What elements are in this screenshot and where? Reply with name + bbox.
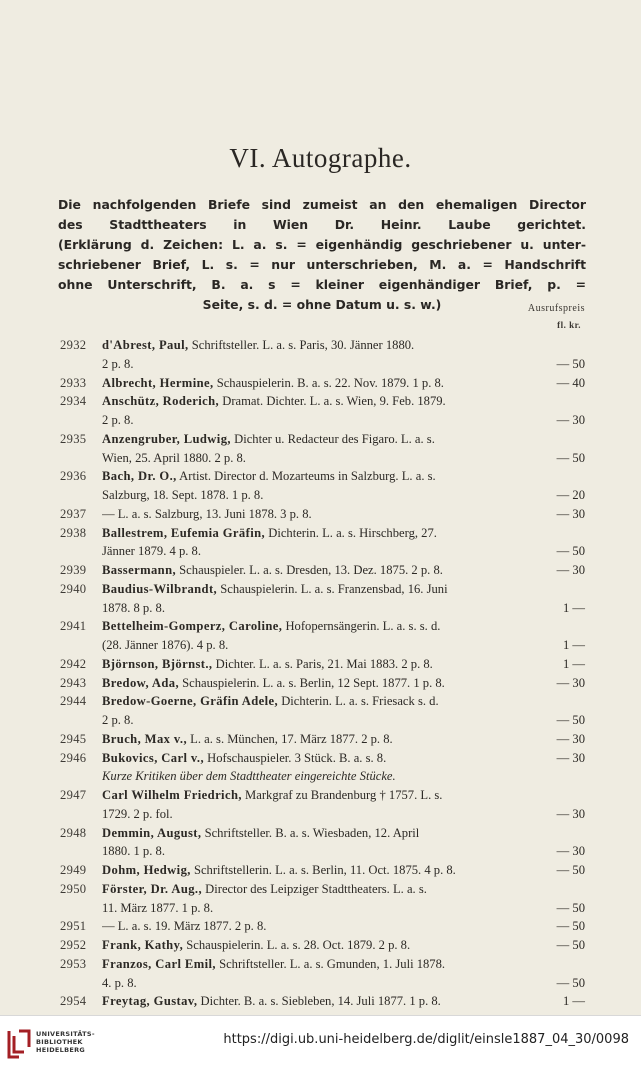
entry-name: Franzos, Carl Emil, (102, 956, 216, 971)
price-column-units: fl. kr. (557, 320, 581, 330)
entry-text (102, 974, 585, 993)
entry-text (102, 955, 585, 974)
entry-name: Bassermann, (102, 563, 177, 577)
entry-row (58, 655, 585, 674)
entry-number: 2937 (60, 506, 87, 521)
entry-text (102, 992, 585, 1011)
intro-line: schriebener Brief, L. s. = nur unterschrieben, M. a. = Handschrift (58, 257, 586, 272)
entry-row (58, 861, 585, 880)
entry-price: — 50 (553, 899, 585, 918)
entry-text (102, 655, 585, 674)
entry-name: Anzengruber, Ludwig, (102, 431, 231, 446)
entry-price: — 50 (553, 936, 585, 955)
entry-price: — 50 (553, 917, 585, 936)
entry-number: 2946 (60, 750, 87, 765)
entry-name: Baudius-Wilbrandt, (102, 581, 218, 596)
entry-number: 2935 (60, 431, 87, 446)
entry-number: 2949 (60, 863, 87, 877)
entry-row (58, 692, 585, 711)
entry-price: — 30 (553, 505, 585, 524)
logo-line: BIBLIOTHEK (36, 1038, 83, 1046)
intro-line: des Stadttheaters in Wien Dr. Heinr. Laube gerichtet. (58, 217, 586, 232)
intro-line: Seite, s. d. = ohne Datum u. s. w.) (202, 297, 442, 312)
entry-text (102, 711, 585, 730)
entry-description: Salzburg, 18. Sept. 1878. 1 p. 8. (102, 488, 264, 502)
entry-name: Bukovics, Carl v., (102, 750, 205, 765)
entry-text (102, 767, 585, 786)
entry-description: Dichterin. L. a. s. Hirschberg, 27. (265, 525, 437, 540)
entry-price: — 30 (553, 842, 585, 861)
entry-continuation-row (58, 599, 585, 618)
entry-description: Schauspielerin. B. a. s. 22. Nov. 1879. 1 p. 8. (213, 375, 444, 390)
entry-text (102, 824, 585, 843)
entry-text (102, 692, 585, 711)
entry-price: — 50 (553, 861, 585, 880)
entry-row (58, 524, 585, 543)
entry-description: (28. Jänner 1876). 4 p. 8. (102, 638, 229, 652)
entry-number: 2932 (60, 338, 87, 352)
entry-description: Schauspielerin. L. a. s. Franzensbad, 16. Juni (217, 581, 448, 596)
entry-text (102, 917, 585, 936)
entry-description: 1878. 8 p. 8. (102, 600, 165, 615)
library-logo-icon (6, 1027, 32, 1061)
entry-row (58, 617, 585, 636)
entry-number: 2947 (60, 788, 87, 802)
entry-continuation-row (58, 711, 585, 730)
entry-row (58, 880, 585, 899)
entry-description: Schauspielerin. L. a. s. Berlin, 12 Sept. 1877. 1 p. 8. (179, 675, 445, 690)
entry-name: Freytag, Gustav, (102, 994, 198, 1009)
entry-text (102, 899, 585, 918)
entry-number: 2954 (60, 994, 87, 1009)
entry-price: 1 — (559, 599, 585, 618)
entry-text (102, 636, 585, 655)
entry-row (58, 824, 585, 843)
page-title: VI. Autographe. (229, 143, 412, 173)
entry-text (102, 561, 585, 580)
entry-name: Dohm, Hedwig, (102, 863, 191, 877)
entry-text (102, 486, 585, 505)
viewer-footer (0, 1015, 641, 1068)
entry-row (58, 992, 585, 1011)
entry-description: 1880. 1 p. 8. (102, 844, 165, 859)
entry-text (102, 524, 585, 543)
entry-name: Bach, Dr. O., (102, 469, 177, 484)
entry-continuation-row (58, 974, 585, 993)
entry-text (102, 842, 585, 861)
entry-price: — 30 (553, 749, 585, 768)
entry-price: — 30 (553, 730, 585, 749)
entry-text (102, 430, 585, 449)
entry-description: Hofschauspieler. 3 Stück. B. a. s. 8. (204, 750, 387, 765)
entry-continuation-row (58, 805, 585, 824)
entry-price: — 50 (553, 711, 585, 730)
entry-price: 1 — (559, 992, 585, 1011)
entry-row (58, 580, 585, 599)
entry-text (102, 336, 585, 355)
entry-name: Bettelheim-Gomperz, Caroline, (102, 619, 283, 634)
entry-row (58, 392, 585, 411)
entry-number: 2940 (60, 581, 87, 596)
entry-description: Hofopernsängerin. L. a. s. s. d. (282, 619, 441, 634)
entry-price: — 50 (553, 542, 585, 561)
entry-number: 2950 (60, 881, 87, 896)
entry-text (102, 355, 585, 374)
entry-price: — 50 (553, 355, 585, 374)
entry-text (102, 411, 585, 430)
entry-price: 1 — (559, 655, 585, 674)
entry-description: 4. p. 8. (102, 975, 137, 990)
entry-name: Albrecht, Hermine, (102, 375, 214, 390)
entry-row (58, 786, 585, 805)
entry-continuation-row (58, 899, 585, 918)
entry-description: Artist. Director d. Mozarteums in Salzburg. L. a. s. (176, 469, 436, 484)
logo-line: HEIDELBERG (36, 1046, 86, 1054)
entry-description: — L. a. s. 19. März 1877. 2 p. 8. (102, 919, 267, 934)
entry-name: Ballestrem, Eufemia Gräfin, (102, 525, 266, 540)
entry-note: Kurze Kritiken über dem Stadttheater eingereichte Stücke. (102, 769, 396, 784)
entry-number: 2938 (60, 525, 87, 540)
intro-paragraph (58, 195, 586, 315)
entry-number: 2933 (60, 375, 87, 390)
entry-description: 2 p. 8. (102, 413, 134, 427)
entry-text (102, 861, 585, 880)
logo-line: UNIVERSITÄTS- (36, 1030, 95, 1038)
entry-description: Schriftsteller. L. a. s. Gmunden, 1. Juli 1878. (215, 956, 446, 971)
entry-description: Director des Leipziger Stadttheaters. L. a. s. (202, 881, 427, 896)
entry-description: Schauspielerin. L. a. s. 28. Oct. 1879. 2 p. 8. (183, 938, 411, 952)
entry-description: Markgraf zu Brandenburg † 1757. L. s. (241, 788, 443, 802)
entry-number: 2944 (60, 694, 87, 709)
entry-name: Frank, Kathy, (102, 938, 184, 952)
entry-row (58, 561, 585, 580)
entry-description: 2 p. 8. (102, 713, 134, 727)
entry-price: — 20 (553, 486, 585, 505)
entry-row (58, 430, 585, 449)
entry-price: — 30 (553, 411, 585, 430)
entry-number: 2951 (60, 919, 87, 934)
entry-text (102, 805, 585, 824)
entry-price: — 40 (553, 374, 585, 393)
entry-text (102, 392, 585, 411)
entry-continuation-row (58, 542, 585, 561)
entry-name: d'Abrest, Paul, (102, 338, 189, 352)
entry-description: — L. a. s. Salzburg, 13. Juni 1878. 3 p. 8. (102, 506, 312, 521)
entry-name: Björnson, Björnst., (102, 656, 213, 671)
intro-line: (Erklärung d. Zeichen: L. a. s. = eigenhändig geschriebener u. unter- (58, 237, 586, 252)
entry-number: 2952 (60, 938, 87, 952)
entry-price: 1 — (559, 636, 585, 655)
entry-description: Jänner 1879. 4 p. 8. (102, 544, 201, 559)
entry-price: — 30 (553, 674, 585, 693)
entry-row (58, 936, 585, 955)
page-url-link[interactable]: https://digi.ub.uni-heidelberg.de/diglit/einsle1887_04_30/0098 (223, 1032, 629, 1047)
entry-text (102, 599, 585, 618)
entry-number: 2939 (60, 563, 87, 577)
entry-row (58, 730, 585, 749)
entry-number: 2943 (60, 675, 87, 690)
entry-name: Bruch, Max v., (102, 731, 188, 746)
entry-description: Dichter u. Redacteur des Figaro. L. a. s. (230, 431, 435, 446)
entry-number: 2936 (60, 469, 87, 484)
intro-line: Die nachfolgenden Briefe sind zumeist an den ehemaligen Director (58, 197, 586, 212)
entry-description: Schriftstellerin. L. a. s. Berlin, 11. Oct. 1875. 4 p. 8. (190, 863, 456, 877)
entry-price: — 30 (553, 561, 585, 580)
entry-text (102, 786, 585, 805)
intro-line: ohne Unterschrift, B. a. s = kleiner eigenhändiger Brief, p. = (58, 277, 586, 292)
entry-row (58, 374, 585, 393)
entry-row (58, 336, 585, 355)
entry-text (102, 374, 585, 393)
entry-description: Schriftsteller. B. a. s. Wiesbaden, 12. April (201, 825, 420, 840)
entry-text (102, 880, 585, 899)
entry-name: Carl Wilhelm Friedrich, (102, 788, 242, 802)
entry-description: Dichter. B. a. s. Siebleben, 14. Juli 1877. 1 p. 8. (197, 994, 441, 1009)
entry-description: 11. März 1877. 1 p. 8. (102, 900, 214, 915)
entry-description: Schriftsteller. L. a. s. Paris, 30. Jänner 1880. (188, 338, 415, 352)
entry-row (58, 505, 585, 524)
entry-price: — 30 (553, 805, 585, 824)
entry-row (58, 955, 585, 974)
entry-text (102, 467, 585, 486)
entry-row (58, 674, 585, 693)
entry-text (102, 617, 585, 636)
entry-text (102, 580, 585, 599)
entry-description: Dichterin. L. a. s. Friesack s. d. (278, 694, 439, 709)
entry-text (102, 674, 585, 693)
entry-description: Dichter. L. a. s. Paris, 21. Mai 1883. 2 p. 8. (212, 656, 433, 671)
entry-continuation-row (58, 355, 585, 374)
entry-name: Förster, Dr. Aug., (102, 881, 203, 896)
entry-name: Bredow, Ada, (102, 675, 179, 690)
entry-description: 2 p. 8. (102, 356, 134, 371)
entry-name: Anschütz, Roderich, (102, 394, 220, 409)
entry-description: Schauspieler. L. a. s. Dresden, 13. Dez. 1875. 2 p. 8. (176, 563, 443, 577)
entry-description: Dramat. Dichter. L. a. s. Wien, 9. Feb. 1879. (219, 394, 446, 409)
entry-text (102, 936, 585, 955)
entry-price: — 50 (553, 449, 585, 468)
entry-continuation-row (58, 486, 585, 505)
entry-number: 2934 (60, 394, 87, 409)
entry-text (102, 542, 585, 561)
entry-number: 2942 (60, 656, 87, 671)
price-column-header: Ausrufspreis (527, 303, 585, 314)
entry-text (102, 730, 585, 749)
entry-price: — 50 (553, 974, 585, 993)
entry-number: 2953 (60, 956, 87, 971)
entry-description: L. a. s. München, 17. März 1877. 2 p. 8. (187, 731, 393, 746)
entry-text (102, 749, 585, 768)
entry-continuation-row (58, 449, 585, 468)
entry-text (102, 505, 585, 524)
entry-continuation-row (58, 842, 585, 861)
entry-name: Demmin, August, (102, 825, 202, 840)
library-logo-text (36, 1030, 95, 1054)
entry-row (58, 917, 585, 936)
entry-continuation-row (58, 411, 585, 430)
entry-number: 2941 (60, 619, 87, 634)
entry-number: 2945 (60, 731, 87, 746)
entry-row (58, 749, 585, 768)
entry-row (58, 467, 585, 486)
entry-continuation-row (58, 636, 585, 655)
entry-continuation-row (58, 767, 585, 786)
entry-number: 2948 (60, 825, 87, 840)
entry-text (102, 449, 585, 468)
entry-description: Wien, 25. April 1880. 2 p. 8. (102, 450, 246, 465)
entry-name: Bredow-Goerne, Gräfin Adele, (102, 694, 279, 709)
entry-description: 1729. 2 p. fol. (102, 806, 173, 821)
